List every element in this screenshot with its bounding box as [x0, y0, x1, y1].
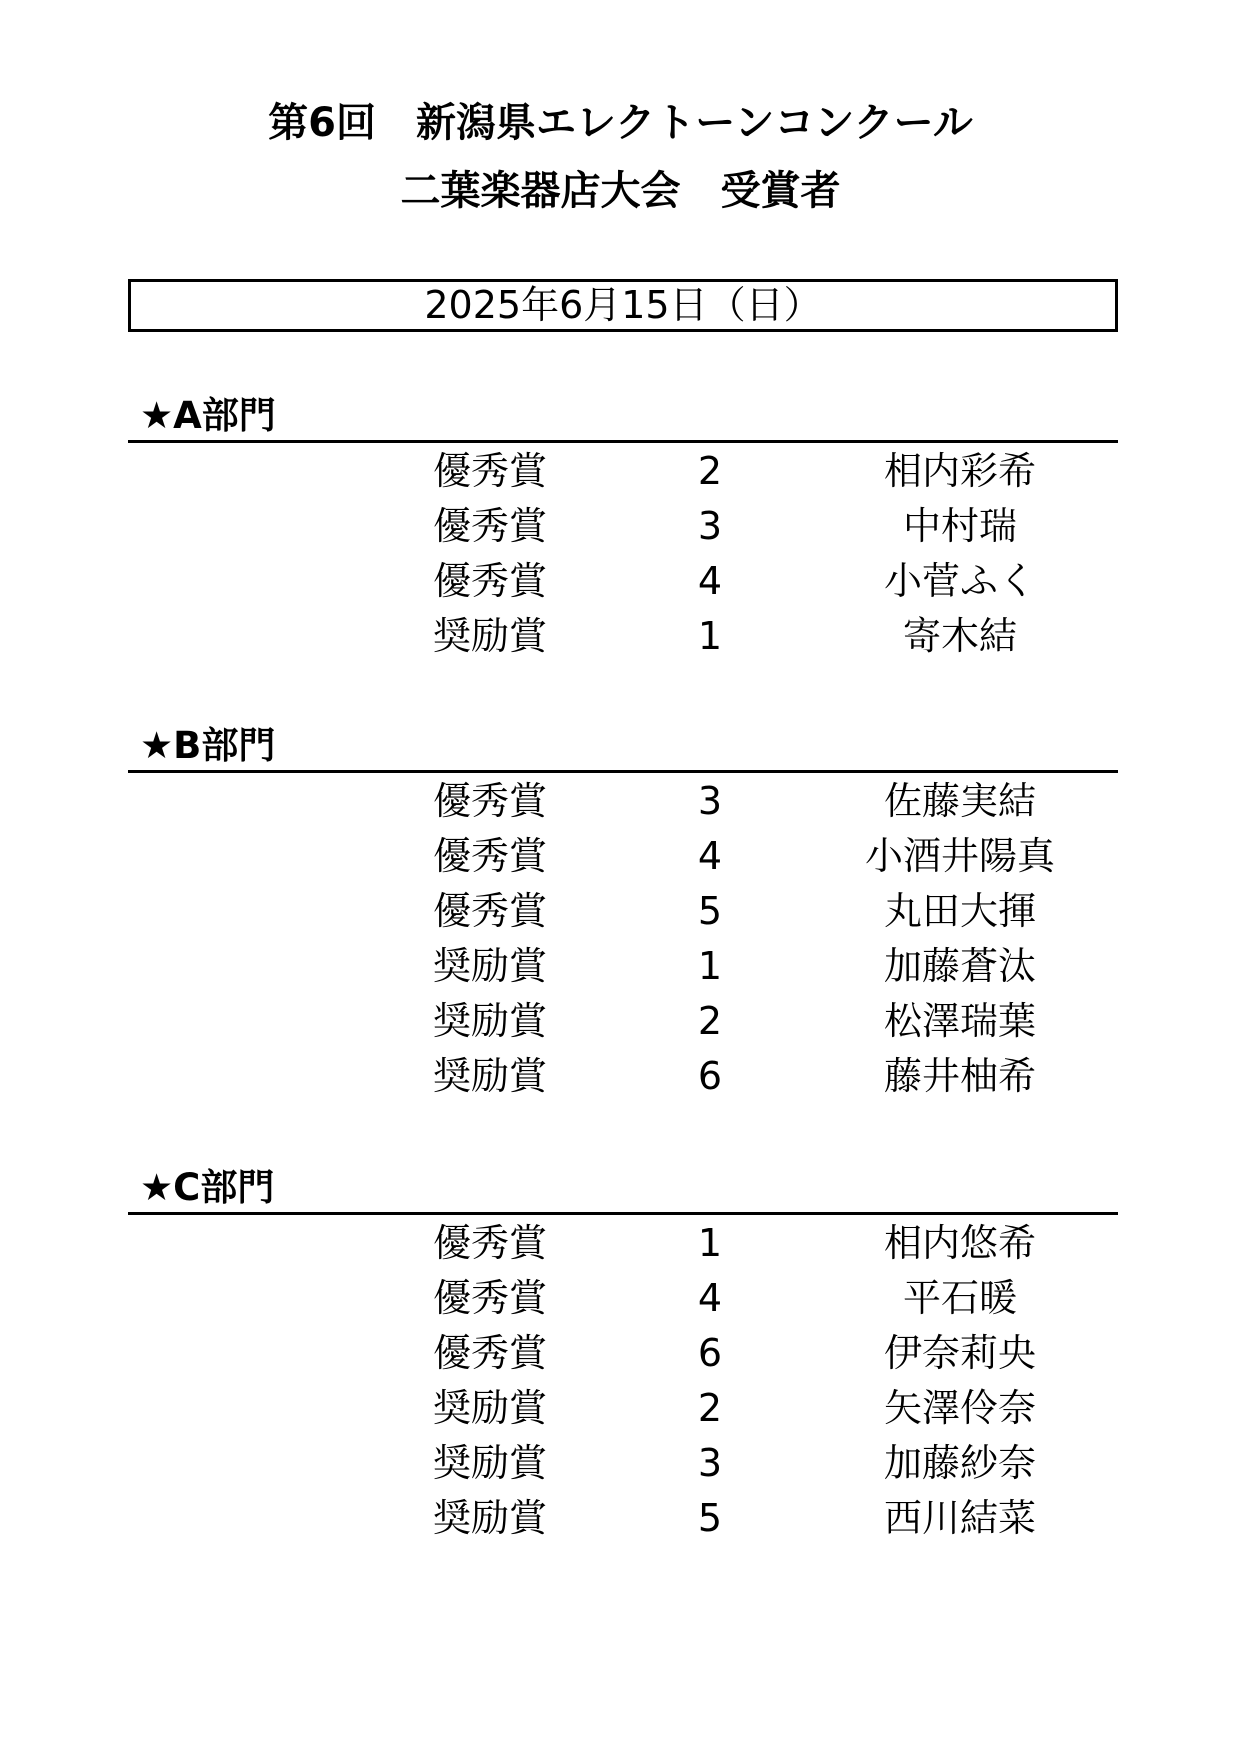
- award-type: 奨励賞: [432, 1054, 547, 1098]
- award-row: [0, 554, 1241, 609]
- award-row: [0, 444, 1241, 499]
- entry-number: 3: [697, 504, 723, 548]
- entry-number: 2: [697, 1386, 723, 1430]
- winner-name: 矢澤伶奈: [883, 1386, 1036, 1430]
- award-list: [0, 1216, 1241, 1546]
- award-row: [0, 884, 1241, 939]
- award-row: [0, 1049, 1241, 1104]
- award-type: 優秀賞: [432, 834, 547, 878]
- entry-number: 4: [697, 1276, 723, 1320]
- entry-number: 1: [697, 944, 723, 988]
- winner-name: 寄木結: [902, 614, 1017, 658]
- event-date-box: 2025年6月15日（日）: [128, 279, 1118, 332]
- award-row: [0, 609, 1241, 664]
- award-type: 奨励賞: [432, 1496, 547, 1540]
- section-divider: [128, 440, 1118, 443]
- award-type: 優秀賞: [432, 1221, 547, 1265]
- entry-number: 1: [697, 614, 723, 658]
- winner-name: 相内彩希: [883, 449, 1036, 493]
- award-type: 奨励賞: [432, 614, 547, 658]
- entry-number: 6: [697, 1331, 723, 1375]
- winner-name: 佐藤実結: [883, 779, 1036, 823]
- award-type: 優秀賞: [432, 779, 547, 823]
- entry-number: 3: [697, 779, 723, 823]
- entry-number: 1: [697, 1221, 723, 1265]
- award-row: [0, 1216, 1241, 1271]
- winner-name: 平石暖: [902, 1276, 1017, 1320]
- award-type: 優秀賞: [432, 504, 547, 548]
- award-row: [0, 1436, 1241, 1491]
- award-type: 優秀賞: [432, 1276, 547, 1320]
- winner-name: 小酒井陽真: [864, 834, 1055, 878]
- winner-name: 相内悠希: [883, 1221, 1036, 1265]
- winner-name: 松澤瑞葉: [883, 999, 1036, 1043]
- award-row: [0, 1491, 1241, 1546]
- entry-number: 4: [697, 559, 723, 603]
- winner-name: 中村瑞: [902, 504, 1017, 548]
- award-row: [0, 1326, 1241, 1381]
- section-heading: ★B部門: [140, 724, 276, 767]
- section-heading: ★C部門: [140, 1166, 275, 1209]
- award-row: [0, 1381, 1241, 1436]
- award-row: [0, 939, 1241, 994]
- award-list: [0, 774, 1241, 1104]
- section-divider: [128, 1212, 1118, 1215]
- award-row: [0, 1271, 1241, 1326]
- award-row: [0, 499, 1241, 554]
- winner-name: 加藤紗奈: [883, 1441, 1036, 1485]
- entry-number: 2: [697, 999, 723, 1043]
- award-type: 奨励賞: [432, 999, 547, 1043]
- page-title-line-2: 二葉楽器店大会 受賞者: [400, 168, 841, 214]
- winner-name: 西川結菜: [883, 1496, 1036, 1540]
- winner-name: 藤井柚希: [883, 1054, 1036, 1098]
- award-type: 奨励賞: [432, 944, 547, 988]
- award-type: 優秀賞: [432, 1331, 547, 1375]
- winner-name: 加藤蒼汰: [883, 944, 1036, 988]
- page-title-line-1: 第6回 新潟県エレクトーンコンクール: [268, 100, 973, 146]
- winner-name: 伊奈莉央: [883, 1331, 1036, 1375]
- section-heading: ★A部門: [140, 394, 276, 437]
- entry-number: 3: [697, 1441, 723, 1485]
- award-type: 優秀賞: [432, 449, 547, 493]
- award-row: [0, 829, 1241, 884]
- winner-name: 丸田大揮: [883, 889, 1036, 933]
- award-type: 奨励賞: [432, 1441, 547, 1485]
- entry-number: 5: [697, 1496, 723, 1540]
- entry-number: 6: [697, 1054, 723, 1098]
- entry-number: 5: [697, 889, 723, 933]
- award-row: [0, 774, 1241, 829]
- section-divider: [128, 770, 1118, 773]
- award-list: [0, 444, 1241, 664]
- award-type: 優秀賞: [432, 559, 547, 603]
- entry-number: 4: [697, 834, 723, 878]
- award-type: 優秀賞: [432, 889, 547, 933]
- winner-name: 小菅ふく: [883, 559, 1036, 603]
- entry-number: 2: [697, 449, 723, 493]
- award-type: 奨励賞: [432, 1386, 547, 1430]
- award-row: [0, 994, 1241, 1049]
